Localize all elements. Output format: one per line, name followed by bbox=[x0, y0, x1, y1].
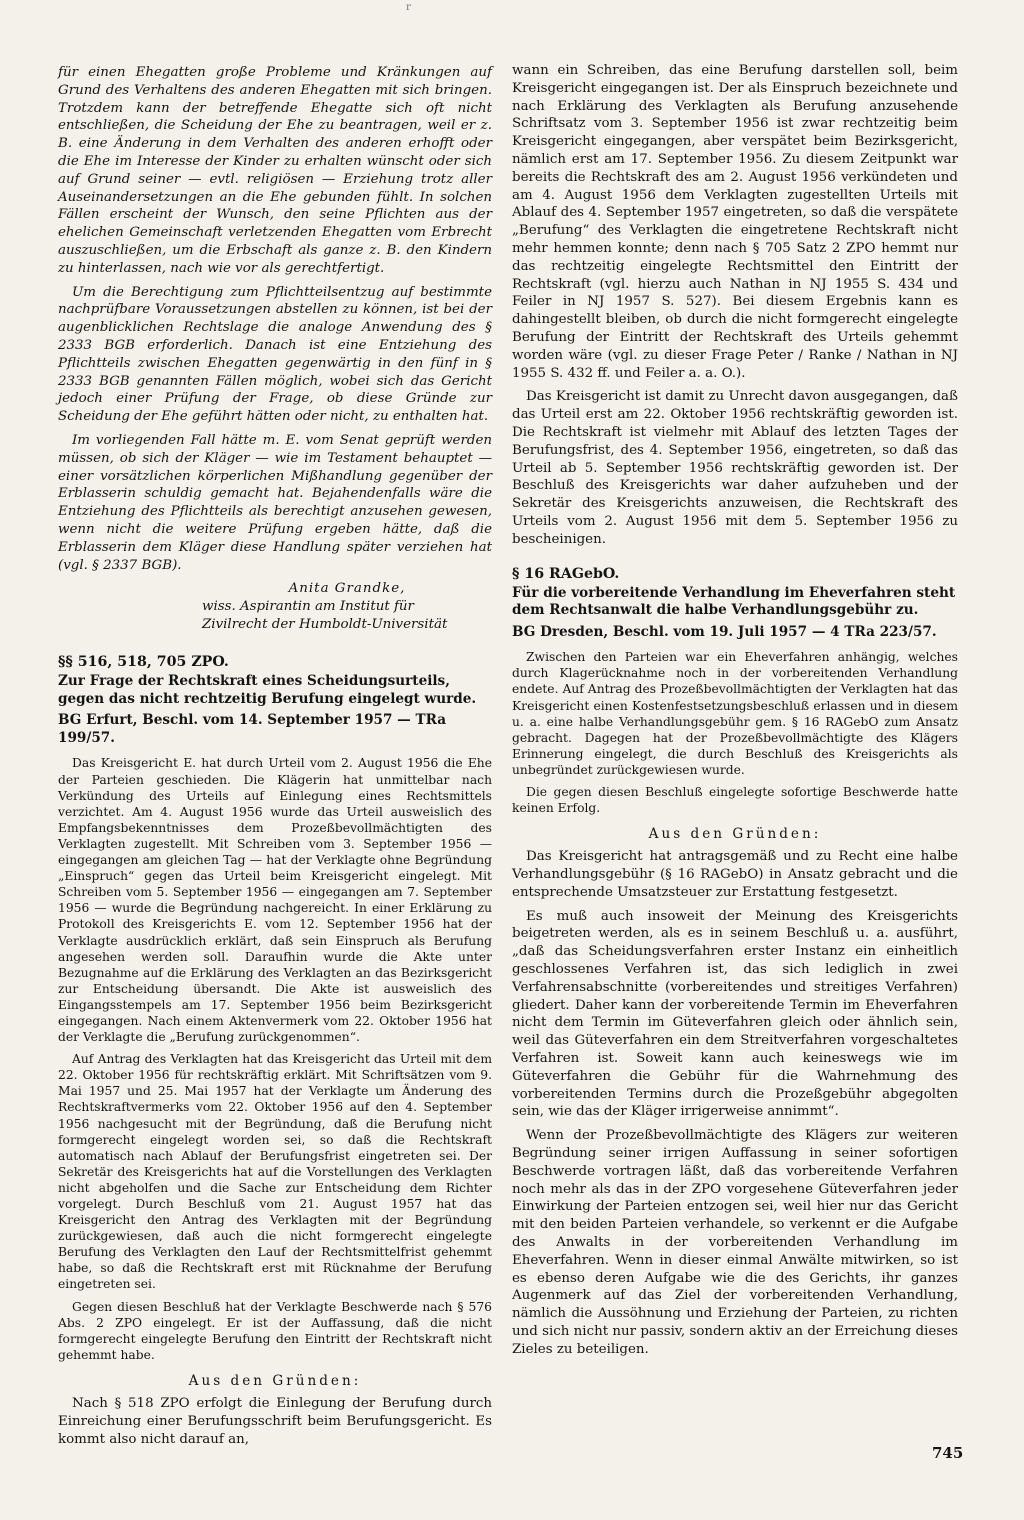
case-headline-erfurt: Zur Frage der Rechtskraft eines Scheidungsurteils, gegen das nicht rechtzeitig Berufung eingelegt wurde. bbox=[58, 673, 477, 707]
facts-paragraph-2: Auf Antrag des Verklagten hat das Kreisgericht das Urteil mit dem 22. Oktober 1956 für rechtskräftig erklärt. Mit Schriftsätzen vom 9. Mai 1957 und 25. Mai 1957 hat der Verklagte um Änderung des Rechtskraftvermerks vom 22. Oktober 1956 auf den 4. September 1956 nachgesucht mit der Begründung, daß die Berufung nicht formgerecht eingelegt worden sei, so daß die Rechtskraft automatisch nach Ablauf der Berufungsfrist eingetreten sei. Der Sekretär des Kreisgerichts hat auf die Vorstellungen des Verklagten nicht abgeholfen und die Sache zur Entscheidung dem Richter vorgelegt. Durch Beschluß vom 21. August 1957 hat das Kreisgericht den Antrag des Verklagten mit der Begründung zurückgewiesen, daß auch die nicht formgerecht eingelegte Berufung des Verklagten den Lauf der Rechtsmittelfrist gehemmt habe, so daß die Rechtskraft erst mit Rücknahme der Berufung eingetreten sei. bbox=[58, 1052, 492, 1292]
right-column bbox=[512, 62, 958, 1365]
dresden-reasons-paragraph-1: Das Kreisgericht hat antragsgemäß und zu Recht eine halbe Verhandlungsgebühr (§ 16 RAGebO) in Ansatz gebracht und die entsprechende Umsatzsteuer zur Erstattung festgesetzt. bbox=[512, 849, 958, 900]
print-mark: r bbox=[406, 2, 411, 13]
facts-paragraph-1: Das Kreisgericht E. hat durch Urteil vom 2. August 1956 die Ehe der Parteien geschieden. Die Klägerin hat unmittelbar nach Verkündung des Urteils auf Einlegung eines Rechtsmittels verzichtet. Am 4. August 1956 wurde das Urteil ausweislich des Empfangsbekenntnisses dem Prozeßbevollmächtigten des Verklagten zugestellt. Mit Schreiben vom 3. September 1956 — eingegangen am gleichen Tag — hat der Verklagte ohne Begründung „Einspruch“ gegen das Urteil beim Kreisgericht eingelegt. Mit Schreiben vom 5. September 1956 — eingegangen am 7. September 1956 — wurde die Begründung nachgereicht. In einer Erklärung zu Protokoll des Kreisgerichts E. vom 12. September 1956 hat der Verklagte ausdrücklich erklärt, daß sein Einspruch als Berufung angesehen werden soll. Daraufhin wurde die Akte unter Bezugnahme auf die Erklärung des Verklagten an das Bezirksgericht zur Entscheidung übersandt. Die Akte ist ausweislich des Eingangsstempels am 17. September 1956 beim Bezirksgericht eingegangen. Nach einem Aktenvermerk vom 22. Oktober 1956 hat der Verklagte die „Berufung zurückgenommen“. bbox=[58, 756, 492, 1045]
case-citation-erfurt: BG Erfurt, Beschl. vom 14. September 1957 — TRa 199/57. bbox=[58, 712, 447, 746]
dresden-reasons-paragraph-2: Es muß auch insoweit der Meinung des Kreisgerichts beigetreten werden, als es in seinem Beschluß u. a. ausführt, „daß das Scheidungsverfahren erster Instanz ein einheitlich geschlossenes Verfahren ist, das sich lediglich in zwei Verfahrensabschnitte (vorbereitendes und streitiges Verfahren) gliedert. Daher kann der vorbereitende Termin im Eheverfahren nicht dem Termin im Güteverfahren gleich oder ähnlich sein, weil das Güteverfahren ein dem Streitverfahren vorgeschaltetes Verfahren ist. Soweit kann auch keineswegs wie im Güteverfahren die Gebühr für die Wahrnehmung des vorbereitenden Termins durch die Prozeßgebühr abgegolten sein, wie das der Kläger irrigerweise annimmt“. bbox=[512, 908, 958, 1120]
section-heading-zpo: §§ 516, 518, 705 ZPO. bbox=[58, 654, 229, 671]
dresden-facts-paragraph-2: Die gegen diesen Beschluß eingelegte sofortige Beschwerde hatte keinen Erfolg. bbox=[512, 785, 958, 816]
reasons-subheading-right: Aus den Gründen: bbox=[648, 826, 822, 843]
page-number: 745 bbox=[932, 1444, 964, 1462]
reasons-conclusion-paragraph: Das Kreisgericht ist damit zu Unrecht davon ausgegangen, daß das Urteil erst am 22. Oktober 1956 rechtskräftig geworden ist. Die Rechtskraft ist vielmehr mit Ablauf des letzten Tages der Berufungsfrist, des 4. September 1956, eingetreten, so daß das Urteil ab 5. September 1956 rechtskräftig geworden ist. Der Beschluß des Kreisgerichts war daher aufzuheben und der Sekretär des Kreisgerichts anzuweisen, die Rechtskraft des Urteils vom 2. August 1956 mit dem 5. September 1956 zu bescheinigen. bbox=[512, 389, 958, 547]
facts-paragraph-3: Gegen diesen Beschluß hat der Verklagte Beschwerde nach § 576 Abs. 2 ZPO eingelegt. Er ist der Auffassung, daß die nicht formgerecht eingelegte Berufung den Eintritt der Rechtskraft nicht gehemmt habe. bbox=[58, 1299, 492, 1362]
section-heading-ragebo: § 16 RAGebO. bbox=[512, 565, 620, 582]
commentary-paragraph-1: für einen Ehegatten große Probleme und Kränkungen auf Grund des Verhaltens des anderen Ehegatten mit sich bringen. Trotzdem kann der betreffende Ehegatte sich oft nicht entschließen, die Scheidung der Ehe zu beantragen, weil er z. B. eine Änderung in dem Verhalten des anderen erhofft oder die Ehe im Interesse der Kinder zu erhalten wünscht oder sich auf Grund seiner — evtl. religiösen — Erziehung trotz aller Auseinandersetzungen an die Ehe gebunden fühlt. In solchen Fällen erscheint der Wunsch, den seine Pflichten aus der ehelichen Gemeinschaft verletzenden Ehegatten vom Erbrecht auszuschließen, um die Erbschaft als ganze z. B. den Kindern zu hinterlassen, nach wie vor als gerechtfertigt. bbox=[58, 65, 492, 276]
author-title-line-1: wiss. Aspirantin am Institut für bbox=[202, 598, 414, 614]
author-name: Anita Grandke, bbox=[288, 581, 406, 597]
commentary-paragraph-3: Im vorliegenden Fall hätte m. E. vom Senat geprüft werden müssen, ob sich der Kläger — wie im Testament behauptet — einer vorsätzlichen körperlichen Mißhandlung gegenüber der Erblasserin schuldig gemacht hat. Bejahendenfalls wäre die Entziehung des Pflichtteils als berechtigt anzusehen gewesen, wenn nicht die weitere Prüfung ergeben hätte, daß die Erblasserin dem Kläger diese Handlung später verziehen hat (vgl. § 2337 BGB). bbox=[58, 432, 492, 573]
case-headline-dresden: Für die vorbereitende Verhandlung im Eheverfahren steht dem Rechtsanwalt die halbe Verhandlungsgebühr zu. bbox=[512, 584, 956, 619]
reasons-paragraph-left: Nach § 518 ZPO erfolgt die Einlegung der Berufung durch Einreichung einer Berufungsschrift beim Berufungsgericht. Es kommt also nicht darauf an, bbox=[58, 1395, 492, 1447]
reasons-continued-paragraph: wann ein Schreiben, das eine Berufung darstellen soll, beim Kreisgericht eingegangen ist. Der als Einspruch bezeichnete und nach Erklärung des Verklagten als Berufung anzusehende Schriftsatz vom 3. September 1956 ist zwar rechtzeitig beim Kreisgericht eingegangen, aber verspätet beim Bezirksgericht, nämlich erst am 17. September 1956. Zu diesem Zeitpunkt war bereits die Rechtskraft des am 2. August 1956 verkündeten und am 4. August 1956 dem Verklagten zugestellten Urteils mit Ablauf des 4. September 1957 eingetreten, so daß die verspätete „Berufung“ des Verklagten die eingetretene Rechtskraft nicht mehr hemmen konnte; denn nach § 705 Satz 2 ZPO hemmt nur das rechtzeitig eingelegte Rechtsmittel den Eintritt der Rechtskraft (vgl. hierzu auch Nathan in NJ 1955 S. 434 und Feiler in NJ 1957 S. 527). Bei diesem Ergebnis kann es dahingestellt bleiben, ob durch die nicht formgerecht eingelegte Berufung der Eintritt der Rechtskraft des Urteils gehemmt worden wäre (vgl. zu dieser Frage Peter / Ranke / Nathan in NJ 1955 S. 432 ff. und Feiler a. a. O.). bbox=[512, 63, 958, 381]
reasons-subheading-left: Aus den Gründen: bbox=[188, 1372, 362, 1389]
left-column bbox=[58, 64, 492, 1454]
author-signature bbox=[58, 580, 492, 633]
case-citation-dresden: BG Dresden, Beschl. vom 19. Juli 1957 — 4 TRa 223/57. bbox=[512, 623, 937, 640]
commentary-paragraph-2: Um die Berechtigung zum Pflichtteilsentzug auf bestimmte nachprüfbare Voraussetzungen abstellen zu können, ist bei der augenblicklichen Rechtslage die analoge Anwendung des § 2333 BGB erforderlich. Danach ist eine Entziehung des Pflichtteils zwischen Ehegatten gegenwärtig in den fünf in § 2333 BGB genannten Fällen möglich, wobei sich das Gericht jedoch einer Prüfung der Frage, ob diese Gründe zur Scheidung der Ehe geführt hätten oder nicht, zu enthalten hat. bbox=[58, 284, 492, 425]
dresden-reasons-paragraph-3: Wenn der Prozeßbevollmächtigte des Klägers zur weiteren Begründung seiner irrigen Auffassung in seiner sofortigen Beschwerde vortragen läßt, daß das vorbereitende Verfahren noch mehr als das in der ZPO vorgesehene Güteverfahren jeder Einwirkung der Parteien entzogen sei, weil hier nur das Gericht mit den beiden Parteien verhandele, so verkennt er die Aufgabe des Anwalts in der vorbereitenden Verhandlung im Eheverfahren. Wenn in dieser einmal Anwälte mitwirken, so ist es ebenso deren Aufgabe wie die des Gerichts, ihr ganzes Augenmerk auf das Ziel der vorbereitenden Verhandlung, nämlich die Aussöhnung und Erziehung der Parteien, zu richten und sich nicht nur passiv, sondern aktiv an der Erreichung dieses Zieles zu beteiligen. bbox=[512, 1128, 958, 1357]
dresden-facts-paragraph-1: Zwischen den Parteien war ein Eheverfahren anhängig, welches durch Klagerücknahme noch in der vorbereitenden Verhandlung endete. Auf Antrag des Prozeßbevollmächtigten der Verklagten hat das Kreisgericht einen Kostenfestsetzungsbeschluß erlassen und in diesem u. a. eine halbe Verhandlungsgebühr gem. § 16 RAGebO zum Ansatz gebracht. Dagegen hat der Prozeßbevollmächtigte des Klägers Erinnerung eingelegt, die durch Beschluß des Kreisgerichts als unbegründet zurückgewiesen wurde. bbox=[512, 650, 958, 777]
author-title-line-2: Zivilrecht der Humboldt-Universität bbox=[202, 616, 448, 632]
